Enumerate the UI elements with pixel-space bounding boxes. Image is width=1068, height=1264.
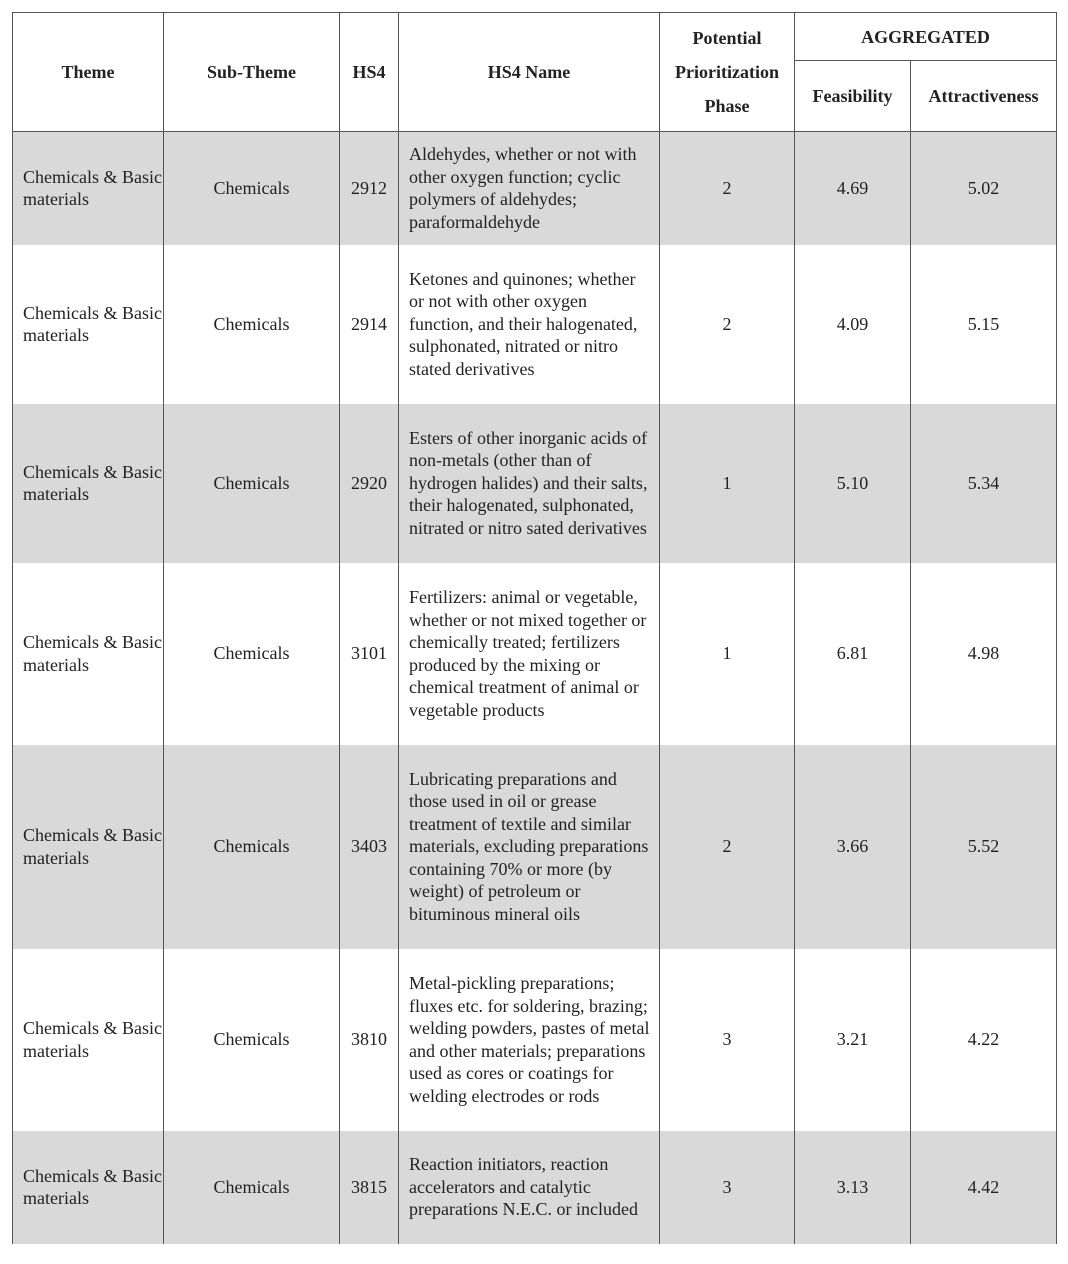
cell-theme: Chemicals & Basic materials [13,563,164,745]
cell-hs4-name: Aldehydes, whether or not with other oxygen function; cyclic polymers of aldehydes; paraformaldehyde [399,132,660,245]
cell-feasibility: 3.21 [795,949,911,1131]
cell-hs4-name: Lubricating preparations and those used in oil or grease treatment of textile and similar materials, excluding preparations containing 70% or more (by weight) of petroleum or bituminous mineral oils [399,745,660,949]
table-row [13,132,1057,245]
cell-phase: 1 [660,563,795,745]
cell-sub-theme: Chemicals [164,745,340,949]
cell-feasibility: 6.81 [795,563,911,745]
cell-sub-theme: Chemicals [164,563,340,745]
cell-phase: 2 [660,132,795,245]
header-aggregated: AGGREGATED [795,13,1057,61]
cell-hs4: 2912 [340,132,399,245]
header-phase: Potential Prioritization Phase [660,13,795,132]
cell-attractiveness: 5.34 [911,404,1057,563]
cell-theme: Chemicals & Basic materials [13,404,164,563]
hs4-table [12,12,1057,1244]
cell-hs4: 3815 [340,1131,399,1244]
cell-phase: 3 [660,949,795,1131]
table-row [13,745,1057,949]
cell-phase: 2 [660,245,795,404]
cell-attractiveness: 4.22 [911,949,1057,1131]
header-hs4: HS4 [340,13,399,132]
cell-hs4: 3810 [340,949,399,1131]
cell-feasibility: 4.69 [795,132,911,245]
header-attractiveness: Attractiveness [911,61,1057,132]
table-row [13,949,1057,1131]
cell-feasibility: 3.66 [795,745,911,949]
cell-theme: Chemicals & Basic materials [13,245,164,404]
cell-attractiveness: 5.02 [911,132,1057,245]
cell-phase: 2 [660,745,795,949]
cell-hs4: 2920 [340,404,399,563]
header-sub-theme: Sub-Theme [164,13,340,132]
cell-feasibility: 4.09 [795,245,911,404]
cell-theme: Chemicals & Basic materials [13,745,164,949]
cell-feasibility: 3.13 [795,1131,911,1244]
cell-hs4: 3101 [340,563,399,745]
cell-feasibility: 5.10 [795,404,911,563]
cell-hs4-name: Reaction initiators, reaction accelerators and catalytic preparations N.E.C. or included [399,1131,660,1244]
header-theme: Theme [13,13,164,132]
table-row [13,563,1057,745]
cell-theme: Chemicals & Basic materials [13,132,164,245]
cell-hs4: 2914 [340,245,399,404]
cell-hs4-name: Ketones and quinones; whether or not with other oxygen function, and their halogenated, sulphonated, nitrated or nitro stated derivatives [399,245,660,404]
cell-sub-theme: Chemicals [164,132,340,245]
table-row [13,1131,1057,1244]
cell-theme: Chemicals & Basic materials [13,949,164,1131]
cell-hs4: 3403 [340,745,399,949]
cell-sub-theme: Chemicals [164,245,340,404]
table-row [13,404,1057,563]
cell-attractiveness: 4.42 [911,1131,1057,1244]
header-feasibility: Feasibility [795,61,911,132]
cell-attractiveness: 5.52 [911,745,1057,949]
table-row [13,245,1057,404]
cell-phase: 3 [660,1131,795,1244]
cell-sub-theme: Chemicals [164,1131,340,1244]
cell-hs4-name: Metal-pickling preparations; fluxes etc. for soldering, brazing; welding powders, pastes of metal and other materials; preparations used as cores or coatings for welding electrodes or rods [399,949,660,1131]
cell-hs4-name: Fertilizers: animal or vegetable, whether or not mixed together or chemically treated; fertilizers produced by the mixing or chemical treatment of animal or vegetable products [399,563,660,745]
cell-attractiveness: 5.15 [911,245,1057,404]
cell-sub-theme: Chemicals [164,404,340,563]
cell-phase: 1 [660,404,795,563]
cell-hs4-name: Esters of other inorganic acids of non-metals (other than of hydrogen halides) and their salts, their halogenated, sulphonated, nitrated or nitro sated derivatives [399,404,660,563]
cell-attractiveness: 4.98 [911,563,1057,745]
cell-sub-theme: Chemicals [164,949,340,1131]
cell-theme: Chemicals & Basic materials [13,1131,164,1244]
header-hs4-name: HS4 Name [399,13,660,132]
